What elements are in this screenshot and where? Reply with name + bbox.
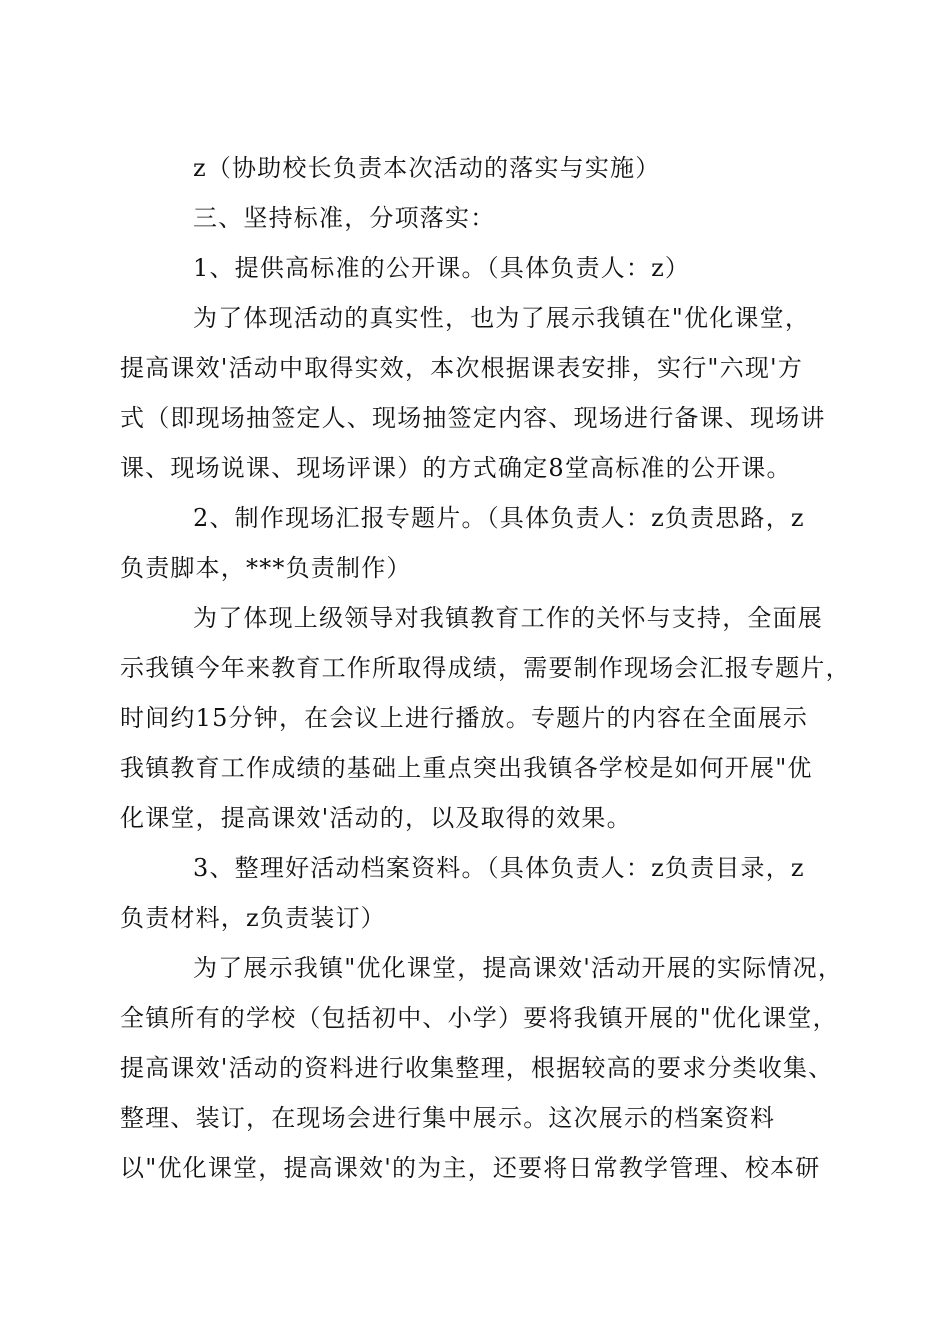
item-heading: 2、制作现场汇报专题片。（具体负责人：z负责思路，z [193, 504, 805, 532]
text-line: 时间约15分钟，在会议上进行播放。专题片的内容在全面展示 [120, 704, 809, 732]
text-line: 提高课效'活动的资料进行收集整理，根据较高的要求分类收集、 [120, 1054, 834, 1082]
text-line: 以"优化课堂，提高课效'的为主，还要将日常教学管理、校本研 [120, 1154, 821, 1182]
text-line: 示我镇今年来教育工作所取得成绩，需要制作现场会汇报专题片， [120, 654, 851, 682]
text-line: 提高课效'活动中取得实效，本次根据课表安排，实行"六现'方 [120, 354, 804, 382]
text-line: 整理、装订，在现场会进行集中展示。这次展示的档案资料 [120, 1104, 776, 1132]
text-line: 为了展示我镇"优化课堂，提高课效'活动开展的实际情况， [193, 954, 844, 982]
text-line: 为了体现活动的真实性，也为了展示我镇在"优化课堂， [193, 304, 811, 332]
text-line: 全镇所有的学校（包括初中、小学）要将我镇开展的"优化课堂， [120, 1004, 838, 1032]
text-line: 负责脚本，***负责制作） [120, 554, 412, 582]
text-line: 化课堂，提高课效'活动的，以及取得的效果。 [120, 804, 632, 832]
text-line: 课、现场说课、现场评课）的方式确定8堂高标准的公开课。 [120, 454, 792, 482]
text-line: z（协助校长负责本次活动的落实与实施） [193, 154, 661, 182]
text-line: 我镇教育工作成绩的基础上重点突出我镇各学校是如何开展"优 [120, 754, 813, 782]
text-line: 为了体现上级领导对我镇教育工作的关怀与支持，全面展 [193, 604, 823, 632]
item-heading: 1、提供高标准的公开课。（具体负责人：z） [193, 254, 691, 282]
text-line: 式（即现场抽签定人、现场抽签定内容、现场进行备课、现场讲 [120, 404, 826, 432]
item-heading: 3、整理好活动档案资料。（具体负责人：z负责目录，z [193, 854, 805, 882]
text-line: 负责材料，z负责装订） [120, 904, 386, 932]
section-heading: 三、坚持标准，分项落实： [193, 204, 496, 232]
